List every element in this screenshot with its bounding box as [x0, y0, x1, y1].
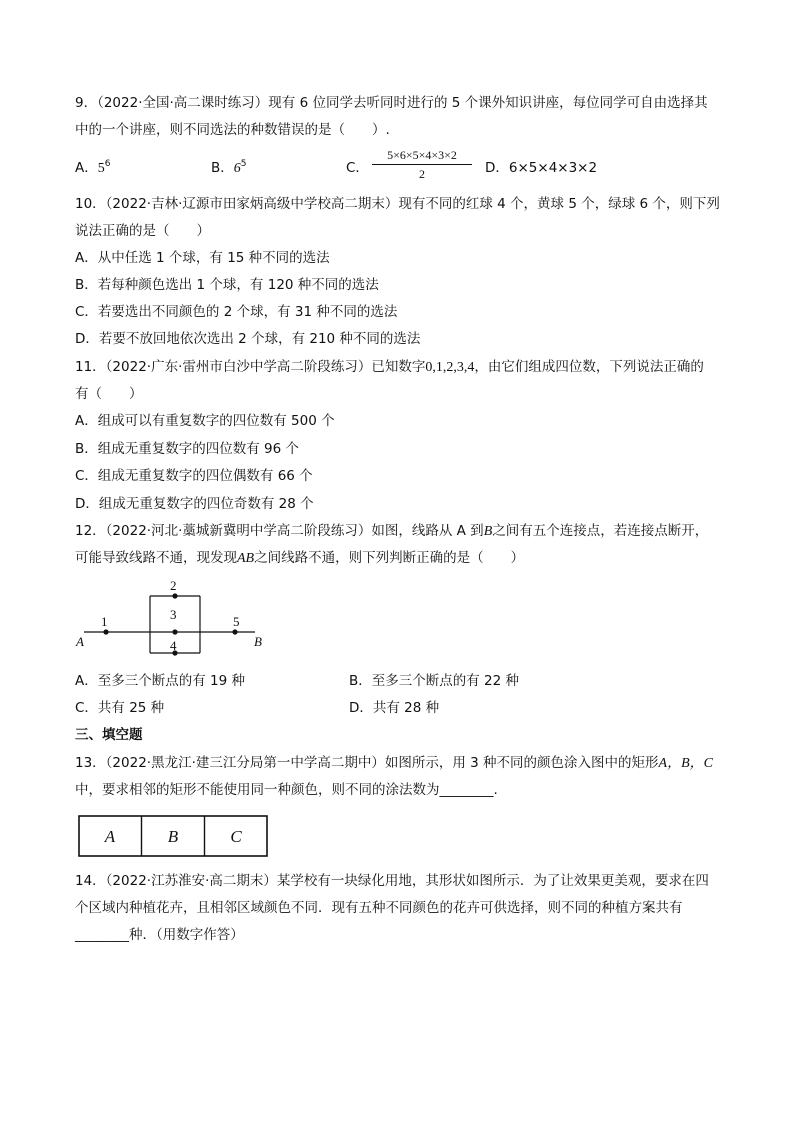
node-3 [172, 629, 177, 634]
q9-option-d: D．6×5×4×3×2 [485, 160, 598, 176]
q9-fraction-denominator: 2 [419, 167, 425, 181]
q12-option-b: B．至多三个断点的有 22 种 [349, 673, 520, 689]
q9-option-c-fraction [372, 148, 472, 182]
q12-option-c: C．共有 25 种 [75, 700, 165, 716]
label-2: 2 [170, 578, 177, 593]
node-5 [232, 629, 237, 634]
node-2 [172, 593, 177, 598]
q12-option-d: D．共有 28 种 [349, 700, 440, 716]
q11-option-b: B．组成无重复数字的四位数有 96 个 [75, 441, 300, 457]
label-1: 1 [101, 614, 108, 629]
q13-stem-line2: 中，要求相邻的矩形不能使用同一种颜色，则不同的涂法数为________. [75, 782, 498, 798]
q9-option-a: A．$5^6$ [75, 159, 111, 176]
q11-stem-line2: 有（ ） [75, 386, 143, 402]
q9-stem-line2: 中的一个讲座，则不同选法的种数错误的是（ ）. [75, 122, 390, 138]
label-4: 4 [170, 638, 177, 653]
q12-stem-line1: 12．（2022·河北·藁城新冀明中学高二阶段练习）如图，线路从 A 到B之间有五个连接点，若连接点断开， [75, 523, 709, 539]
q12-stem-line2: 可能导致线路不通，现发现AB之间线路不通，则下列判断正确的是（ ） [75, 550, 525, 566]
q14-stem-line1: 14．（2022·江苏淮安·高二期末）某学校有一块绿化用地，其形状如图所示．为了让效果更美观，要求在四 [75, 873, 709, 889]
q14-stem-line3: ________种．（用数字作答） [75, 927, 244, 943]
q10-option-d: D．若要不放回地依次选出 2 个球，有 210 种不同的选法 [75, 331, 421, 347]
q13-stem-line1: 13．（2022·黑龙江·建三江分局第一中学高二期中）如图所示，用 3 种不同的颜色涂入图中的矩形A，B，C [75, 755, 713, 771]
rectangles-figure [78, 815, 270, 859]
q11-option-d: D．组成无重复数字的四位奇数有 28 个 [75, 496, 314, 512]
node-1 [103, 629, 108, 634]
q10-option-c: C．若要选出不同颜色的 2 个球，有 31 种不同的选法 [75, 304, 398, 320]
q9-fraction-numerator: 5×6×5×4×3×2 [372, 148, 472, 165]
label-5: 5 [233, 614, 240, 629]
q11-option-c: C．组成无重复数字的四位偶数有 66 个 [75, 468, 313, 484]
q11-option-a: A．组成可以有重复数字的四位数有 500 个 [75, 413, 335, 429]
q10-stem-line1: 10．（2022·吉林·辽源市田家炳高级中学校高二期末）现有不同的红球 4 个，黄球 5 个，绿球 6 个，则下列 [75, 196, 720, 212]
q10-stem-line2: 说法正确的是（ ） [75, 223, 210, 239]
label-3: 3 [170, 607, 177, 622]
label-a: A [76, 634, 84, 649]
label-b: B [254, 634, 262, 649]
q12-option-a: A．至多三个断点的有 19 种 [75, 673, 245, 689]
q10-option-b: B．若每种颜色选出 1 个球，有 120 种不同的选法 [75, 277, 379, 293]
q9-option-b: B．$6^5$ [211, 159, 247, 176]
section-heading: 三、填空题 [75, 727, 143, 743]
cell-a: A [104, 827, 116, 846]
circuit-diagram [70, 575, 270, 660]
q10-option-a: A．从中任选 1 个球，有 15 种不同的选法 [75, 250, 330, 266]
q11-stem-line1: 11．（2022·广东·雷州市白沙中学高二阶段练习）已知数字0,1,2,3,4，由它们组成四位数，下列说法正确的 [75, 359, 704, 375]
cell-b: B [167, 827, 179, 846]
q9-option-c-label: C． [346, 160, 369, 176]
cell-c: C [230, 827, 242, 846]
q14-stem-line2: 个区域内种植花卉，且相邻区域颜色不同．现有五种不同颜色的花卉可供选择，则不同的种植方案共有 [75, 900, 683, 916]
q9-stem-line1: 9．（2022·全国·高二课时练习）现有 6 位同学去听同时进行的 5 个课外知识讲座，每位同学可自由选择其 [75, 95, 708, 111]
